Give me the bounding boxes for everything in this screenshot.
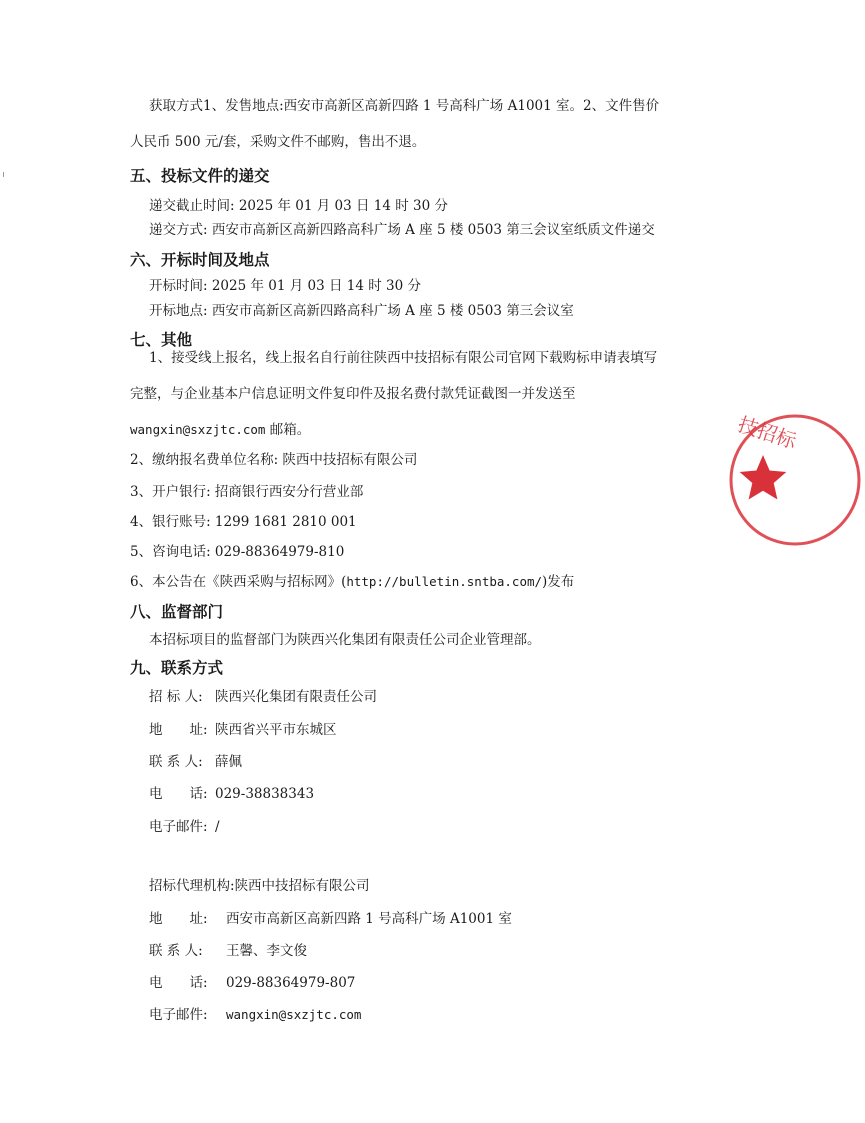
agency-contact-row	[149, 942, 307, 960]
other-item-1-line-2: 完整，与企业基本户信息证明文件复印件及报名费付款凭证截图一并发送至	[130, 386, 576, 402]
intro-line-2: 人民币 500 元/套，采购文件不邮购，售出不退。	[130, 134, 426, 150]
other-item-6-prefix: 6、本公告在《陕西采购与招标网》(	[130, 574, 347, 590]
seal-text: 技招标	[734, 411, 800, 454]
section-9-heading: 九、联系方式	[130, 659, 224, 677]
section-5-heading: 五、投标文件的递交	[130, 167, 270, 185]
agency-phone-row	[149, 974, 355, 992]
submission-deadline: 递交截止时间: 2025 年 01 月 03 日 14 时 30 分	[149, 198, 449, 214]
tenderer-contact-row	[149, 753, 242, 771]
supervision-text: 本招标项目的监督部门为陕西兴化集团有限责任公司企业管理部。	[149, 632, 541, 648]
tenderer-phone-row	[149, 785, 314, 803]
agency-contact: 王馨、李文俊	[226, 943, 307, 959]
section-8-heading: 八、监督部门	[130, 603, 224, 621]
agency-name: 陕西中技招标有限公司	[234, 878, 370, 894]
tenderer-address-row	[149, 721, 337, 739]
opening-place: 开标地点: 西安市高新区高新四路高科广场 A 座 5 楼 0503 第三会议室	[149, 303, 574, 319]
tenderer-email-label: 电子邮件:	[149, 819, 208, 835]
agency-address: 西安市高新区高新四路 1 号高科广场 A1001 室	[226, 911, 512, 927]
tenderer-contact: 薛佩	[215, 754, 242, 770]
other-item-1-line-3	[130, 421, 310, 439]
tenderer-name-row	[149, 688, 377, 706]
tenderer-phone-label: 电 话:	[149, 786, 208, 802]
tenderer-name: 陕西兴化集团有限责任公司	[215, 689, 377, 705]
section-6-heading: 六、开标时间及地点	[130, 251, 270, 269]
tenderer-phone: 029-38838343	[215, 786, 315, 802]
other-item-6	[130, 573, 574, 591]
agency-email-label: 电子邮件:	[149, 1007, 208, 1023]
other-item-3: 3、开户银行: 招商银行西安分行营业部	[130, 484, 364, 500]
agency-phone: 029-88364979-807	[226, 975, 356, 991]
tenderer-email-row	[149, 818, 220, 836]
opening-time: 开标时间: 2025 年 01 月 03 日 14 时 30 分	[149, 278, 422, 294]
agency-contact-label: 联 系 人:	[149, 943, 203, 959]
other-item-1-line-1: 1、接受线上报名，线上报名自行前往陕西中技招标有限公司官网下载购标申请表填写	[149, 350, 658, 366]
tenderer-contact-label: 联 系 人:	[149, 754, 203, 770]
registration-email-suffix: 邮箱。	[269, 422, 311, 438]
tenderer-address: 陕西省兴平市东城区	[215, 722, 337, 738]
other-item-6-suffix: )发布	[542, 574, 575, 590]
agency-name-row	[149, 877, 370, 895]
tenderer-address-label: 地 址:	[149, 722, 208, 738]
agency-address-label: 地 址:	[149, 911, 208, 927]
other-item-5: 5、咨询电话: 029-88364979-810	[130, 544, 345, 560]
tenderer-email: /	[215, 819, 220, 835]
agency-email-row	[149, 1006, 361, 1024]
registration-email[interactable]: wangxin@sxzjtc.com	[130, 422, 266, 437]
bulletin-link[interactable]: http://bulletin.sntba.com/	[346, 574, 543, 589]
other-item-2: 2、缴纳报名费单位名称: 陕西中技招标有限公司	[130, 452, 418, 468]
agency-name-label: 招标代理机构:	[149, 878, 235, 894]
tenderer-name-label: 招 标 人:	[149, 689, 203, 705]
agency-address-row	[149, 910, 512, 928]
section-7-heading: 七、其他	[130, 331, 193, 349]
intro-line-1: 获取方式1、发售地点:西安市高新区高新四路 1 号高科广场 A1001 室。2、文件售价	[149, 98, 660, 114]
agency-phone-label: 电 话:	[149, 975, 208, 991]
submission-method: 递交方式: 西安市高新区高新四路高科广场 A 座 5 楼 0503 第三会议室纸质文件递交	[149, 222, 655, 238]
other-item-4: 4、银行账号: 1299 1681 2810 001	[130, 514, 357, 530]
scan-mark	[3, 172, 4, 177]
star-icon	[740, 455, 787, 500]
company-seal-stamp	[725, 405, 865, 555]
agency-email[interactable]: wangxin@sxzjtc.com	[226, 1007, 362, 1022]
